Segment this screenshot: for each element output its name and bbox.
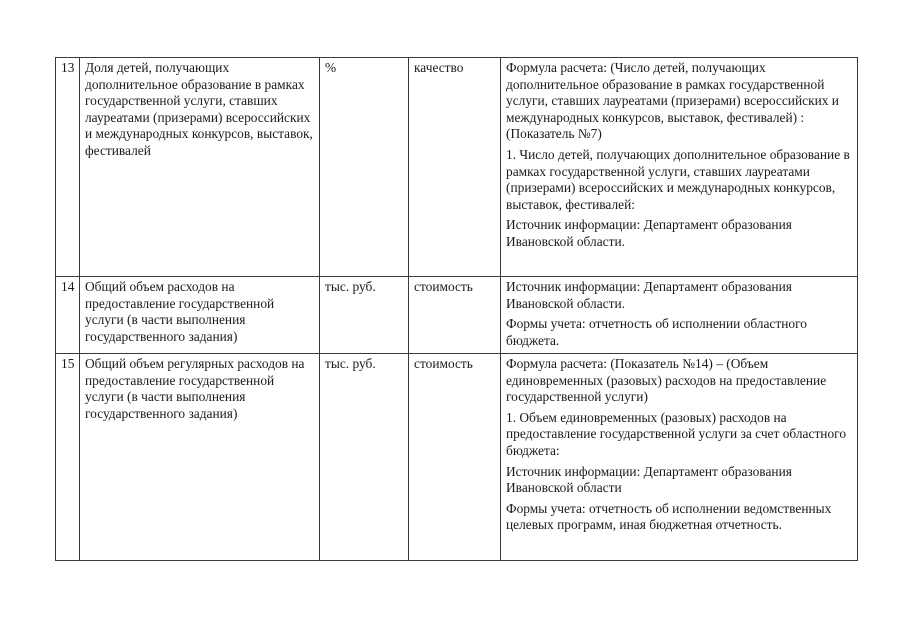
table-row: [56, 277, 858, 354]
row-number-cell: 14: [56, 277, 80, 354]
indicator-type-cell: качество: [409, 58, 501, 277]
indicator-name-cell: Общий объем регулярных расходов на предоставление государственной услуги (в части выполнения государственного задания): [80, 354, 320, 561]
method-paragraph: Формула расчета: (Число детей, получающих дополнительное образование в рамках государственной услуги, ставших лауреатами (призерами) всероссийских и международных конкурсов, выставок, фестивалей) : (Показатель №7): [506, 60, 839, 142]
unit-cell: тыс. руб.: [320, 354, 409, 561]
indicator-name-cell: Доля детей, получающих дополнительное образование в рамках государственной услуги, ставших лауреатами (призерами) всероссийских и международных конкурсов, выставок, фестивалей: [80, 58, 320, 277]
row-number-cell: 13: [56, 58, 80, 277]
method-paragraph: Формы учета: отчетность об исполнении областного бюджета.: [506, 316, 807, 348]
calculation-method-cell: [501, 58, 858, 277]
indicators-table: [55, 57, 858, 561]
indicator-name-cell: Общий объем расходов на предоставление государственной услуги (в части выполнения государственного задания): [80, 277, 320, 354]
row-number-cell: 15: [56, 354, 80, 561]
calculation-method-cell: [501, 354, 858, 561]
method-paragraph: Формула расчета: (Показатель №14) – (Объем единовременных (разовых) расходов на предоставление государственной услуги): [506, 356, 827, 405]
unit-cell: %: [320, 58, 409, 277]
table-row: [56, 354, 858, 561]
method-paragraph: 1. Объем единовременных (разовых) расходов на предоставление государственной услуги за счет областного бюджета:: [506, 409, 847, 458]
method-paragraph: 1. Число детей, получающих дополнительное образование в рамках государственной услуги, ставших лауреатами (призерами) всероссийских и международных конкурсов, выставок, фестивалей:: [506, 146, 850, 212]
indicator-type-cell: стоимость: [409, 277, 501, 354]
unit-cell: тыс. руб.: [320, 277, 409, 354]
method-paragraph: Источник информации: Департамент образования Ивановской области: [506, 463, 792, 496]
table-row: [56, 58, 858, 277]
calculation-method-cell: [501, 277, 858, 354]
method-paragraph: Источник информации: Департамент образования Ивановской области.: [506, 279, 792, 311]
indicator-type-cell: стоимость: [409, 354, 501, 561]
method-paragraph: Источник информации: Департамент образования Ивановской области.: [506, 217, 792, 249]
method-paragraph: Формы учета: отчетность об исполнении ведомственных целевых программ, иная бюджетная отчетность.: [506, 500, 832, 533]
